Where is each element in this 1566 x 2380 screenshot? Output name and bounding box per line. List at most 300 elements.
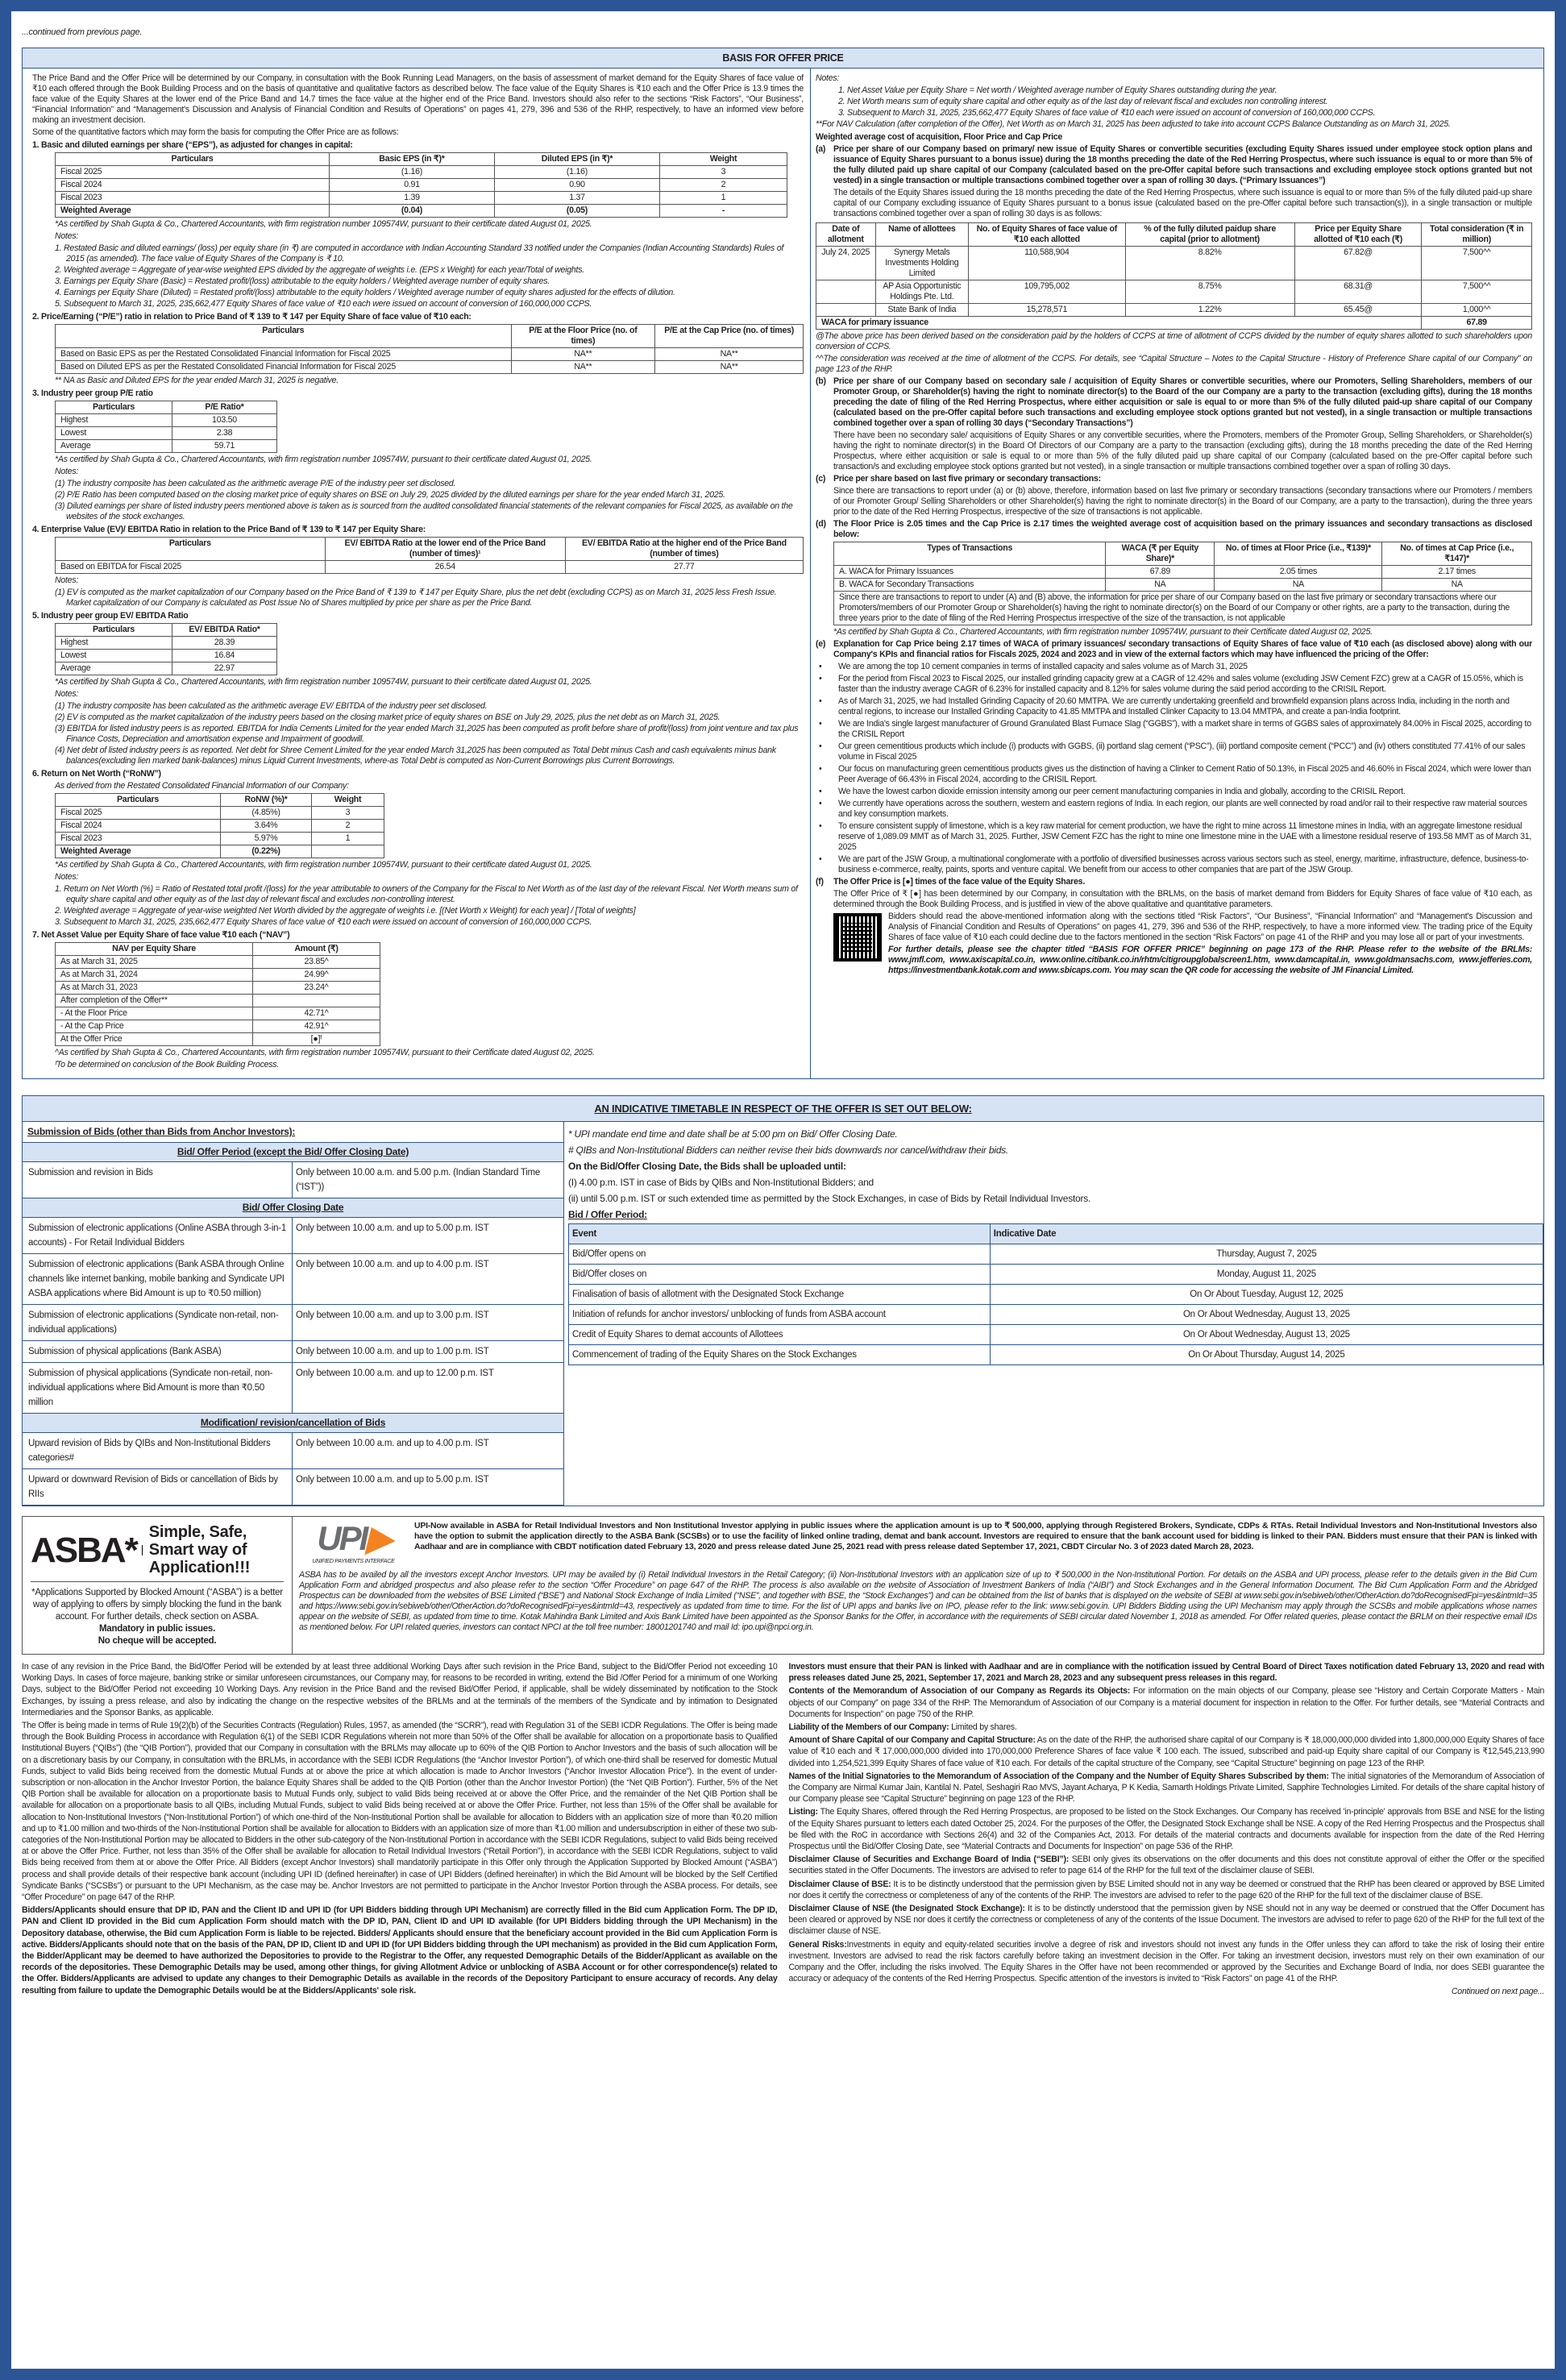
table-row [56, 650, 277, 662]
timing-section-heading: Bid/ Offer Closing Date [23, 1198, 563, 1218]
notes-label: Notes: [55, 467, 79, 476]
table-row [569, 1325, 1543, 1345]
table-cell: 22.97 [172, 662, 277, 675]
column-header: Basic EPS (in ₹)* [330, 153, 495, 166]
paragraph-text: For information on the main objects of our Company, please see “History and Certain Corporate Matters - Main objects of our Company” on page 334 of the RHP. The Memorandum of Association of our Company is a material document for inspection in relation to the Offer. For further details, see “Material Contracts and Documents for Inspection” on page 750 of the RHP. [788, 1686, 1544, 1719]
nav-footnote: ᶠTo be determined on conclusion of the Book Building Process. [55, 1060, 280, 1070]
paragraph [789, 1771, 1545, 1805]
paragraph [22, 1904, 778, 1996]
paragraph [789, 1685, 1545, 1720]
table-cell: 7,500^^ [1422, 280, 1532, 304]
list-item: 3. Subsequent to March 31, 2025, 235,662,477 Equity Shares of face value of ₹10 each were issued on account of conversion of 160,000,000 CCPS. [55, 917, 592, 927]
table-header-row [56, 401, 277, 414]
bid-submission-timings [23, 1122, 564, 1506]
table-row [569, 1285, 1543, 1305]
table-cell: - At the Floor Price [56, 1007, 253, 1020]
table-note-row [834, 592, 1532, 625]
table-cell: - At the Cap Price [56, 1020, 253, 1033]
table-row [56, 662, 277, 675]
table-cell: Bid/Offer opens on [569, 1244, 991, 1265]
table-row [56, 440, 277, 453]
table-row [56, 969, 380, 982]
table-cell: Fiscal 2023 [56, 833, 221, 845]
cert-note: *As certified by Shah Gupta & Co., Chartered Accountants, with firm registration number 109574W, pursuant to their certificate dated August 01, 2025. [55, 219, 592, 229]
table-cell: Fiscal 2025 [56, 166, 330, 179]
continued-from-note: ...continued from previous page. [22, 27, 143, 37]
upi-details-text: ASBA has to be availed by all the investors except Anchor Investors. UPI may be availed by (i) Retail Individual Investors in the Retail Category; (ii) Non-Institutional Investors with an application size of up to ₹ 500,000 in the Non-Institutional Portion. For details on the ASBA and UPI process, please refer to the details given in the Bid Cum Application Form and abridged prospectus and also please refer to the section “Offer Procedure” on page 647 of the RHP. The process is also available on the website of Association of Investment Bankers of India (“AIBI”) and Stock Exchanges and in the General Information Document. The Bid Cum Application Form and the Abridged Prospectus can be downloaded from the websites of BSE Limited (“BSE”) and National Stock Exchange of India Limited (“NSE”, and together with BSE, the “Stock Exchanges”) and can be obtained from the list of banks that is displayed on the website of SEBI at www.sebi.gov.in/sebiweb/other/OtherAction.do?doRecognisedFpi=yes&intmId=35 and https://www.sebi.gov.in/sebiweb/other/OtherAction.do?doRecognisedFpi=yes&intmId=43, respectively as updated from time to time. For the list of UPI apps and banks live on IPO, please refer to the link: www.sebi.gov.in. UPI Bidders Bidding using the UPI Mechanism may apply through the SCSBs and mobile applications whose names appear on the website of SEBI, as updated from time to time. Kotak Mahindra Bank Limited and Axis Bank Limited have been appointed as the Sponsor Banks for the Offer, in accordance with the requirements of SEBI circular dated November 1, 2018 as amended. For Offer related queries, please contact the BRLM on their respective email IDs as mentioned below. For UPI related queries, investors can contact NPCI at the toll free number: 18001201740 and mail Id: ipo.upi@npci.org.in. [299, 1570, 1537, 1632]
column-header: P/E at the Floor Price (no. of times) [511, 325, 655, 348]
table-row [56, 414, 277, 427]
primary-fn2: ^^The consideration was received at the time of allotment of the CCPS. For details, see “Capital Structure – Notes to the Capital Structure - History of Preference Share capital of our Company” on page 123 of the RHP. [816, 354, 1532, 374]
column-header: Types of Transactions [834, 542, 1106, 566]
offer-details-right [789, 1661, 1545, 1984]
item-key: (d) [816, 519, 826, 529]
timing-row [23, 1469, 563, 1506]
list-item: • We are among the top 10 cement companies in terms of installed capacity and sales volume as of March 31, 2025 [838, 662, 1532, 672]
table-cell: 67.89 [1106, 566, 1215, 579]
upi-availability-text: UPI-Now available in ASBA for Retail Individual Investors and Non Institutional Investor applying in public issues where the application amount is up to ₹ 500,000, applying through Registered Brokers, Syndicate, CDPs & RTAs. Retail Individual Investors and Non-Institutional Investors also have the option to submit the application directly to the ASBA Bank (SCSBs) or to use the facility of linked online trading, demat and bank account. Investors are required to ensure that the bank account used for bidding is linked to their PAN. Bidders must ensure that their PAN is linked with Aadhaar and are in compliance with CBDT notification dated February 13, 2020 and press release dated June 25, 2021 read with press release dated September 17, 2021, CBDT Circular No. 3 of 2023 dated March 28, 2023. [414, 1521, 1537, 1551]
peer-pe-notes [32, 479, 804, 522]
paragraph-lead: Liability of the Members of our Company: [788, 1722, 949, 1733]
table-cell: Fiscal 2025 [56, 807, 221, 820]
table-cell: On Or About Wednesday, August 13, 2025 [990, 1325, 1543, 1345]
notes-label: Notes: [55, 575, 79, 585]
table-cell: Finalisation of basis of allotment with the Designated Stock Exchange [569, 1285, 991, 1305]
timetable-right [564, 1122, 1543, 1506]
offer-price-text: The Offer Price of ₹ [●] has been determined by our Company, in consultation with the BRLMs, on the basis of market demand from Bidders for Equity Shares of face value of ₹10 each, as determined through the Book Building Process, and is justified in view of the above qualitative and quantitative parameters. [833, 889, 1532, 909]
table-row [569, 1345, 1543, 1365]
list-item: • Our focus on manufacturing green cementitious products gives us the distinction of having a Clinker to Cement Ratio of 50.13%, in Fiscal 2025 and 46.60% in Fiscal 2024, which were lower than Peer Average of 66.43% in Fiscal 2024, according to the CRISIL Report. [838, 764, 1532, 785]
list-item: • We are India's single largest manufacturer of Ground Granulated Blast Furnace Slag (“GGBS”), with a market share in terms of GGBS sales of approximately 84.00% in Fiscal 2025, according to the CRISIL Report [838, 719, 1532, 740]
paragraph-lead: General Risks: [788, 1939, 847, 1950]
table-cell: 23.24^ [253, 982, 380, 995]
table-row [56, 427, 277, 440]
paragraph-text: Limited by shares. [949, 1722, 1017, 1733]
table-row [56, 1020, 380, 1033]
further-details-text: For further details, please see the chapter titled “BASIS FOR OFFER PRICE” beginning on page 173 of the RHP. Please refer to the website of the BRLMs: www.jmfl.com, www.axiscapital.co.in, www.online.citibank.co.in/rhtm/citigroupglobalscreen1.htm, www.damcapital.in, www.goldmansachs.com, www.jefferies.com, https://investmentbank.kotak.com and www.sbicaps.com. You may scan the QR code for accessing the website of JM Financial Limited. [888, 945, 1532, 975]
bid-period-heading: Bid / Offer Period: [568, 1209, 647, 1220]
timing-window: Only between 10.00 a.m. and up to 5.00 p.m. IST [296, 1223, 489, 1233]
paragraph-text: Investments in equity and equity-related securities involve a degree of risk and investors should not invest any funds in the Offer unless they can afford to take the risk of losing their entire investment. Investors are advised to read the risk factors carefully before taking an investment decision in the Offer. For taking an investment decision, investors must rely on their own examination of our Company and the Offer, including the risks involved. The Equity Shares in the Offer have not been recommended or approved by the Securities and Exchange Board of India, nor does SEBI guarantee the accuracy or adequacy of the contents of the Red Herring Prospectus. Specific attention of the investors is invited to “Risk Factors” on page 41 of the RHP. [788, 1939, 1544, 1984]
column-header: Amount (₹) [253, 943, 380, 956]
table-row [56, 995, 380, 1007]
table-row [56, 361, 804, 374]
column-header: Name of allottees [875, 223, 969, 247]
table-cell: (0.04) [330, 205, 495, 218]
table-cell: 1 [660, 192, 787, 205]
table-row [56, 561, 804, 574]
item-key: (e) [816, 639, 826, 649]
notes-label: Notes: [55, 872, 79, 882]
column-header: Particulars [56, 794, 221, 807]
timing-activity: Submission and revision in Bids [23, 1162, 293, 1198]
list-item: • For the period from Fiscal 2023 to Fiscal 2025, our installed grinding capacity grew at a CAGR of 12.42% and sales volume (excluding JSW Cement FZC) grew at a CAGR of 15.05%, which is faster than the industry average CAGR of 6.23% for installed capacity and 8.12% for sales volume during the said period according to the CRISIL Report. [838, 674, 1532, 695]
intro-paragraph: The Price Band and the Offer Price will be determined by our Company, in consultation with the Book Running Lead Managers, on the basis of assessment of market demand for the Equity Shares of face value of ₹10 each offered through the Book Building Process and on the basis of quantitative and qualitative factors as described below. The face value of the Equity Shares is ₹10 each and the Offer Price is 13.9 times the face value of the Equity Shares at the lower end of the Price Band and 14.7 times the face value at the higher end of the Price Band. Investors should also refer to the sections “Risk Factors”, “Our Business”, “Financial Information” and “Management's Discussion and Analysis of Financial Condition and Results of Operations” on pages 41, 279, 396 and 536 of the RHP, respectively, to have an informed view before making an investment decision. [32, 73, 804, 125]
table-cell: Weighted Average [56, 205, 330, 218]
table-cell: 65.45@ [1294, 304, 1422, 317]
table-row [56, 807, 384, 820]
nav-footnote: ^As certified by Shah Gupta & Co., Chartered Accountants, with firm registration number 109574W, pursuant to their Certificate dated August 02, 2025. [55, 1048, 595, 1057]
paragraph-text: It is to be distinctly understood that the permission given by BSE Limited should not in any way be deemed or construed that the RHP has been cleared or approved by BSE Limited nor does it certify the correctness or completeness of any of the contents of the RHP. The investors are advised to refer to the page 620 of the RHP for the full text of the disclaimer clause of BSE. [788, 1879, 1544, 1900]
paragraph-lead: Names of the Initial Signatories to the Memorandum of Association of the Company and the Number of Equity Shares Subscribed by them: [788, 1771, 1329, 1781]
list-item: • We have the lowest carbon dioxide emission intensity among our peer cement manufacturing companies in India and globally, according to the CRISIL Report. [838, 787, 1532, 797]
asba-description: *Applications Supported by Blocked Amount (“ASBA”) is a better way of applying to offers by simply blocking the fund in the bank account. For further details, check section on ASBA. [31, 1588, 283, 1622]
timing-section-heading: Modification/ revision/cancellation of Bids [23, 1414, 563, 1433]
table-cell: (1.16) [495, 166, 660, 179]
notes-label: Notes: [55, 231, 79, 241]
table-cell: (4.85%) [221, 807, 312, 820]
table-cell: 3 [312, 807, 384, 820]
paragraph-lead: Disclaimer Clause of Securities and Exchange Board of India (“SEBI”): [788, 1855, 1070, 1865]
eps-heading: 1. Basic and diluted earnings per share (“EPS”), as adjusted for changes in capital: [32, 140, 353, 150]
timing-section-heading: Bid/ Offer Period (except the Bid/ Offer Closing Date) [23, 1143, 563, 1162]
cert-note: *As certified by Shah Gupta & Co., Chartered Accountants, with firm registration number 109574W, pursuant to their certificate dated August 01, 2025. [55, 455, 592, 464]
table-header-row [834, 542, 1532, 566]
primary-issuance-table [816, 222, 1532, 330]
qr-code-icon[interactable] [833, 913, 882, 962]
list-item: (4) Net debt of listed industry peers is as reported. Net debt for Shree Cement Limited for the year ended March 31,2025 has been computed as Total Debt minus Cash and cash equivalents minus bank balances(excluding lien marked bank-balances) minus Liquid Current Investments, where-as Total Debt is computed as Non-Current Borrowings plus Current Borrowings. [55, 746, 776, 766]
timing-window: Only between 10.00 a.m. and 5.00 p.m. (Indian Standard Time (“IST”)) [296, 1168, 540, 1192]
list-item: 2. Weighted average = Aggregate of year-wise weighted EPS divided by the aggregate of weights i.e. (EPS x Weight) for each year/Total of weights. [55, 265, 584, 275]
offer-details-left [22, 1661, 778, 1998]
paragraph [789, 1879, 1545, 1901]
peer-ev-ebitda-table [55, 623, 277, 675]
list-item: • To ensure consistent supply of limestone, which is a key raw material for cement production, we have the right to mine across 11 limestone mines in India, with an aggregate limestone residual reserve of 1,089.09 MMT as of March 31, 2025. Further, JSW Cement FZC has the right to mine one limestone mine in the UAE with a limestone residual reserve of 193.58 MMT as of March 31, 2025 [838, 821, 1532, 853]
table-cell: Commencement of trading of the Equity Shares on the Stock Exchanges [569, 1345, 991, 1365]
item-key: (a) [816, 144, 826, 154]
timing-activity: Submission of electronic applications (Online ASBA through 3-in-1 accounts) - For Retail Individual Bidders [23, 1218, 293, 1253]
column-header: Weight [660, 153, 787, 166]
table-cell: After completion of the Offer** [56, 995, 253, 1007]
primary-issuance-text: The details of the Equity Shares issued during the 18 months preceding the date of the Red Herring Prospectus, where such issuance is equal to or more than 5% of the fully diluted paid-up share capital of our Company excluding issuance of Equity Shares pursuant to a bonus issue (calculated based on the pre-Offer capital before such transaction(s)), in a single transaction or multiple transactions combined together over a span of rolling 30 days is as follows: [833, 188, 1532, 218]
eps-table [55, 152, 787, 218]
table-cell: Bid/Offer closes on [569, 1265, 991, 1285]
column-header: Diluted EPS (in ₹)* [495, 153, 660, 166]
list-item: 3. Subsequent to March 31, 2025, 235,662,477 Equity Shares of face value of ₹10 each were issued on account of conversion of 160,000,000 CCPS. [838, 108, 1376, 118]
floor-cap-heading: The Floor Price is 2.05 times and the Cap Price is 2.17 times the weighted average cost of acquisition based on the primary issuances and secondary transactions as disclosed below: [833, 519, 1532, 539]
table-row [816, 304, 1532, 317]
table-cell: Weighted Average [56, 845, 221, 858]
table-header-row [56, 325, 804, 348]
table-row [56, 637, 277, 650]
table-cell: 68.31@ [1294, 280, 1422, 304]
table-cell: A. WACA for Primary Issuances [834, 566, 1106, 579]
explanation-heading: Explanation for Cap Price being 2.17 times of WACA of primary issuances/ secondary transactions of Equity Shares of face value of ₹10 each (as disclosed above) along with our Company's KPIs and financial ratios for Fiscals 2025, 2024 and 2023 and in view of the external factors which may have influenced the pricing of the Offer: [833, 639, 1532, 659]
paragraph-lead: Amount of Share Capital of our Company and Capital Structure: [788, 1735, 1036, 1746]
table-header-row [56, 794, 384, 807]
list-item: (3) EBITDA for listed industry peers is as reported. EBITDA for India Cements Limited for the year ended March 31,2025 has been computed as profit before share of profit/(loss) from joint venture and tax plus Finance Costs, Depreciation and amortisation expense and Impairment of goodwill. [55, 724, 799, 744]
ronw-table [55, 793, 384, 858]
table-cell: - [660, 205, 787, 218]
timing-activity: Submission of physical applications (Bank ASBA) [23, 1341, 293, 1362]
pe-footnote: ** NA as Basic and Diluted EPS for the year ended March 31, 2025 is negative. [55, 376, 339, 385]
table-cell: Based on Basic EPS as per the Restated Consolidated Financial Information for Fiscal 2025 [56, 348, 512, 361]
list-item: (1) The industry composite has been calculated as the arithmetic average EV/ EBITDA of the industry peer set disclosed. [55, 701, 488, 711]
table-row [834, 566, 1532, 579]
table-cell [816, 304, 876, 317]
timing-row [23, 1305, 563, 1341]
upi-logo: UPI▶ UNIFIED PAYMENTS INTERFACE [299, 1521, 408, 1567]
table-cell: (0.22%) [221, 845, 312, 858]
timing-activity: Upward or downward Revision of Bids or cancellation of Bids by RIIs [23, 1469, 293, 1505]
table-cell: 103.50 [172, 414, 277, 427]
asba-slogan: Simple, Safe, Smart way of Application!!! [148, 1523, 251, 1576]
paragraph [789, 1661, 1545, 1684]
nav-notes [816, 85, 1532, 118]
table-cell: 1,000^^ [1422, 304, 1532, 317]
indicative-timetable-section [22, 1095, 1544, 1506]
section-title: BASIS FOR OFFER PRICE [23, 48, 1543, 69]
table-cell: 2 [660, 179, 787, 192]
timing-activity: Submission of physical applications (Syndicate non-retail, non-individual applications where Bid Amount is more than ₹0.50 million [23, 1363, 293, 1413]
asba-upi-box [22, 1516, 1544, 1655]
list-item: 1. Net Asset Value per Equity Share = Net worth / Weighted average number of Equity Shares outstanding during the year. [838, 85, 1277, 95]
table-row [56, 348, 804, 361]
table-cell: Synergy Metals Investments Holding Limited [875, 247, 969, 280]
total-value: 67.89 [1422, 317, 1532, 330]
cert-note: *As certified by Shah Gupta & Co., Chartered Accountants, with firm registration number 109574W, pursuant to their certificate dated August 01, 2025. [55, 677, 592, 687]
ronw-subtitle: As derived from the Restated Consolidated Financial Information of our Company: [55, 781, 349, 791]
table-row [56, 956, 380, 969]
pe-table [55, 324, 804, 374]
table-row [834, 579, 1532, 592]
basis-for-offer-price-section [22, 48, 1544, 1079]
last-five-text: Since there are transactions to report under (a) or (b) above, therefore, information based on last five primary or secondary transactions (secondary transactions where our Promoters / members of our Promoter Group/ Selling Shareholders or other Shareholder(s) having the right to nominate director(s) in the Board of our Company, are a party to the transaction), during the three years prior to the date of the Red Herring Prospectus, irrespective of the size of transactions is not applicable. [833, 486, 1532, 517]
table-cell: 2.17 times [1382, 566, 1532, 579]
offer-details-columns [22, 1661, 1544, 1998]
table-cell: 15,278,571 [969, 304, 1125, 317]
table-cell: 42.91^ [253, 1020, 380, 1033]
nav-note: **For NAV Calculation (after completion of the Offer), Net Worth as on March 31, 2025 has been adjusted to take into account CCPS Balance Outstanding as on March 31, 2025. [816, 119, 1451, 129]
notes-label: Notes: [55, 689, 79, 699]
table-cell: NA** [655, 348, 804, 361]
table-cell: Monday, August 11, 2025 [990, 1265, 1543, 1285]
upi-mandate-note: * UPI mandate end time and date shall be at 5:00 pm on Bid/ Offer Closing Date. [568, 1128, 898, 1140]
cert-note: *As certified by Shah Gupta & Co., Chartered Accountants, with firm registration number 109574W, pursuant to their certificate dated August 01, 2025. [55, 860, 592, 870]
table-cell: [●]ᶠ [253, 1033, 380, 1046]
column-header: P/E Ratio* [172, 401, 277, 414]
list-item: 2. Net Worth means sum of equity share capital and other equity as of the last day of relevant fiscal and excludes non controlling interest. [838, 97, 1328, 106]
timing-activity: Submission of electronic applications (Bank ASBA through Online channels like internet banking, mobile banking and Syndicate UPI ASBA applications where Bid Amount is up to ₹0.50 million) [23, 1254, 293, 1304]
ev-ebitda-table [55, 537, 804, 574]
paragraph-text: SEBI only gives its observations on the offer documents and this does not constitute approval of either the Offer or the specified securities stated in the Offer Documents. The investors are advised to refer to page 614 of the RHP for the full text of the disclaimer clause of SEBI. [788, 1855, 1544, 1876]
waca-heading: Weighted average cost of acquisition, Floor Price and Cap Price [816, 132, 1063, 142]
table-cell: State Bank of India [875, 304, 969, 317]
table-cell: On Or About Wednesday, August 13, 2025 [990, 1305, 1543, 1325]
table-cell: (0.05) [495, 205, 660, 218]
timing-row [23, 1433, 563, 1469]
table-cell: Highest [56, 637, 172, 650]
table-cell: 1 [312, 833, 384, 845]
paragraph-lead: Investors must ensure that their PAN is linked with Aadhaar and are in compliance with the notification issued by Central Board of Direct Taxes notification dated February 13, 2020 and read with press releases dated June 25, 2021, September 17, 2021 and March 28, 2023 and any subsequent press releases in this regard. [788, 1662, 1544, 1684]
table-cell: (1.16) [330, 166, 495, 179]
table-cell: 67.82@ [1294, 247, 1422, 280]
offer-price-heading: The Offer Price is [●] times of the face value of the Equity Shares. [833, 877, 1086, 887]
table-cell: 109,795,002 [969, 280, 1125, 304]
paragraph-lead: Disclaimer Clause of BSE: [788, 1879, 891, 1889]
table-row [56, 205, 787, 218]
paragraph-text: It is to be distinctly understood that the permission given by NSE should not in any way be deemed or construed that the Offer Document has been cleared or approved by NSE nor does it certify the correctness or completeness of any of the contents of the Issue Document. The investors are advised to refer to page 620 of the RHP for the full text of the disclaimer clause of NSE. [788, 1904, 1544, 1937]
table-cell: Thursday, August 7, 2025 [990, 1244, 1543, 1265]
column-header: EV/ EBITDA Ratio at the higher end of the Price Band (number of times) [565, 538, 803, 561]
timing-row [23, 1162, 563, 1198]
column-header: RoNW (%)* [221, 794, 312, 807]
column-header: P/E at the Cap Price (no. of times) [655, 325, 804, 348]
paragraph [789, 1806, 1545, 1852]
table-row [56, 179, 787, 192]
table-cell: NA [1106, 579, 1215, 592]
timing-activity: Upward revision of Bids by QIBs and Non-Institutional Bidders categories# [23, 1433, 293, 1468]
primary-fn1: @The above price has been derived based on the consideration paid by the holders of CCPS at time of allotment of CCPS divided by the number of equity shares allotted to such shareholders upon conversion of CCPS. [816, 331, 1532, 351]
ronw-notes [32, 884, 804, 928]
table-cell [816, 280, 876, 304]
table-cell: 3 [660, 166, 787, 179]
table-header-row [56, 153, 787, 166]
table-cell: 2.05 times [1215, 566, 1382, 579]
list-item: • We currently have operations across the southern, western and eastern regions of India. In each region, our plants are well connected by road and/or rail to their respective raw material sources and key consumption markets. [838, 799, 1532, 820]
list-item: • As of March 31, 2025, we had Installed Grinding Capacity of 20.60 MMTPA. We are currently undertaking greenfield and brownfield expansion plans across India, including in the north and central regions, to increase our Installed Grinding Capacity to 41.85 MMTPA and Installed Clinker Capacity to 13.04 MMTPA, and create a pan-India footprint. [838, 696, 1532, 717]
table-row [816, 247, 1532, 280]
table-header-row [56, 538, 804, 561]
table-cell: 5.97% [221, 833, 312, 845]
table-cell: B. WACA for Secondary Transactions [834, 579, 1106, 592]
item-key: (f) [816, 877, 824, 887]
table-row [56, 833, 384, 845]
table-row [569, 1265, 1543, 1285]
table-cell: At the Offer Price [56, 1033, 253, 1046]
paragraph [789, 1734, 1545, 1769]
table-cell: As at March 31, 2024 [56, 969, 253, 982]
table-cell: Average [56, 662, 172, 675]
table-cell: 2.38 [172, 427, 277, 440]
list-item: 2. Weighted average = Aggregate of year-wise weighted Net Worth divided by the aggregate of weights i.e. [(Net Worth x Weight) for each year] / [Total of weights] [55, 906, 636, 916]
paragraph [789, 1722, 1545, 1733]
peer-ev-ebitda-notes [32, 701, 804, 766]
last-five-heading: Price per share based on last five primary or secondary transactions: [833, 474, 1101, 484]
table-cell: On Or About Tuesday, August 12, 2025 [990, 1285, 1543, 1305]
table-cell: 8.82% [1125, 247, 1294, 280]
table-cell: AP Asia Opportunistic Holdings Pte. Ltd. [875, 280, 969, 304]
paragraph-lead: Bidders/Applicants should ensure that DP ID, PAN and the Client ID and UPI ID (for UPI Bidders bidding through UPI Mechanism) are correctly filled in the Bid cum Application Form. The DP ID, PAN and Client ID provided in the Bid cum Application Form should match with the DP ID, PAN, Client ID and UPI ID available (for UPI Bidders bidding through the UPI Mechanism) in the Depository database, otherwise, the Bid cum Application Form is liable to be rejected. Bidders/ Applicants should ensure that the beneficiary account provided in the Bid cum Application Form is active. Bidders/Applicants should note that on the basis of the PAN, DP ID, Client ID and UPI ID (for UPI Bidders bidding through the UPI mechanism) as provided in the Bid cum Application Form, the Bidder/Applicant may be deemed to have authorized the Depositories to provide to the Registrar to the Offer, any requested Demographic Details of the Bidder/Applicant as available on the records of the depositories. These Demographic Details may be used, among other things, for giving Allotment Advice or unblocking of ASBA Account or for other correspondence(s) related to the Offer. Bidders/Applicants are advised to update any changes to their Demographic Details as available in the records of the Depository Participant to ensure accuracy of records. Any delay resulting from failure to update the Demographic Details would be at the Bidders/Applicants' sole risk. [22, 1905, 778, 1996]
table-row [56, 166, 787, 179]
total-label: WACA for primary issuance [816, 317, 1422, 330]
paragraph [789, 1939, 1545, 1985]
waca-table [833, 542, 1532, 625]
timing-window: Only between 10.00 a.m. and up to 12.00 p.m. IST [296, 1369, 494, 1378]
basis-left-column [23, 69, 811, 1078]
ev-ebitda-notes [32, 588, 804, 608]
column-header: NAV per Equity Share [56, 943, 253, 956]
table-cell: 28.39 [172, 637, 277, 650]
paragraph [22, 1661, 778, 1718]
table-note: Since there are transactions to report to under (A) and (B) above, the information for price per share of our Company based on the last five primary or secondary transactions where our Promoters/members of our Promoter Group or Shareholder(s) having the right to nominate director(s) on the Board of our Company or other rights, are a party to the transaction, during the three years prior to the date of filing of the Red Herring Prospectus irrespective of the size of the transaction, is not applicable [834, 592, 1532, 625]
nav-table [55, 942, 380, 1046]
upi-logo-text: UPI [317, 1519, 367, 1557]
paragraph-lead: Contents of the Memorandum of Association of our Company as Regards its Objects: [788, 1686, 1131, 1697]
table-row [816, 280, 1532, 304]
table-cell: As at March 31, 2025 [56, 956, 253, 969]
nav-heading: 7. Net Asset Value per Equity Share of face value ₹10 each (“NAV”) [32, 930, 290, 940]
table-cell: NA [1215, 579, 1382, 592]
column-header: No. of times at Floor Price (i.e., ₹139)* [1215, 542, 1382, 566]
newspaper-page [11, 11, 1555, 2369]
table-row [56, 845, 384, 858]
list-item: • Our green cementitious products which include (i) products with GGBS, (ii) portland slag cement (“PSC”), (iii) portland composite cement (“PCC”) and (iv) others constituted 77.41% of our sales volume in Fiscal 2025 [838, 741, 1532, 762]
table-cell: 27.77 [565, 561, 803, 574]
table-cell: 26.54 [325, 561, 565, 574]
eps-notes [32, 243, 804, 309]
ev-ebitda-heading: 4. Enterprise Value (EV)/ EBITDA Ratio in relation to the Price Band of ₹ 139 to ₹ 147 per Equity Share: [32, 525, 426, 534]
table-cell: Fiscal 2024 [56, 179, 330, 192]
table-cell: 0.91 [330, 179, 495, 192]
table-cell: 1.22% [1125, 304, 1294, 317]
column-header: % of the fully diluted paidup share capital (prior to allotment) [1125, 223, 1294, 247]
paragraph-lead: Listing: [788, 1807, 818, 1817]
paragraph-text: In case of any revision in the Price Band, the Bid/Offer Period will be extended by at least three additional Working Days after such revision in the Price Band, subject to the Bid/Offer Period not exceeding 10 Working Days. In cases of force majeure, banking strike or similar unforeseen circumstances, our Company may, for reasons to be recorded in writing, extend the Bid /Offer Period for a minimum of one Working Days, subject to the Bid/Offer Period not exceeding 10 Working Days. Any revision in the Price Band and the revised Bid/Offer Period, if applicable, shall be widely disseminated by notification to the Stock Exchanges, by issuing a press release, and also by indicating the change on the respective websites of the BRLMs and at the terminals of the members of the Syndicate and by intimation to Designated Intermediaries and the Sponsor Banks, as applicable. [22, 1662, 778, 1718]
peer-ev-ebitda-heading: 5. Industry peer group EV/ EBITDA Ratio [32, 611, 189, 621]
table-row [56, 1033, 380, 1046]
table-cell: On Or About Thursday, August 14, 2025 [990, 1345, 1543, 1365]
timetable-title: AN INDICATIVE TIMETABLE IN RESPECT OF THE OFFER IS SET OUT BELOW: [594, 1103, 972, 1115]
paragraph [789, 1854, 1545, 1876]
paragraph-text: The initial signatories of the Memorandum of Association of the Company are Nirmal Kumar Jain, Kantilal N. Patel, Seshagiri Rao MVS, Jayant Acharya, P K Kedia, Samarth Holdings Private Limited, Sapphire Technologies Limited. For details of the share capital history of our Company please see “Capital Structure” beginning on page 123 of the RHP. [788, 1771, 1544, 1805]
table-row [56, 192, 787, 205]
table-cell: NA** [511, 348, 655, 361]
list-item: (1) EV is computed as the market capitalization of our Company based on the Price Band of ₹ 139 to ₹ 147 per Equity Share, plus the net debt (excluding CCPS) as on March 31, 2025 less Fresh Issue. Market capitalization of our Company is calculated as Post Issue No of Shares multiplied by price per share as per the Price Band. [55, 588, 777, 608]
table-header-row [569, 1224, 1543, 1244]
table-cell: Lowest [56, 427, 172, 440]
timing-sections [23, 1143, 563, 1506]
list-item: 1. Restated Basic and diluted earnings/ (loss) per equity share (in ₹) are computed in accordance with Indian Accounting Standard 33 notified under the Companies (Indian Accounting Standards) Rules of 2015 (as amended). The face value of Equity Shares of the Company is ₹ 10. [55, 243, 784, 264]
timing-window: Only between 10.00 a.m. and up to 4.00 p.m. IST [296, 1260, 489, 1269]
table-row [569, 1244, 1543, 1265]
list-item: 5. Subsequent to March 31, 2025, 235,662,477 Equity Shares of face value of ₹10 each were issued on account of conversion of 160,000,000 CCPS. [55, 299, 592, 309]
table-cell: 110,588,904 [969, 247, 1125, 280]
timing-window: Only between 10.00 a.m. and up to 5.00 p.m. IST [296, 1475, 489, 1485]
table-cell: 24.99^ [253, 969, 380, 982]
table-cell: Initiation of refunds for anchor investors/ unblocking of funds from ASBA account [569, 1305, 991, 1325]
closing-date-heading: On the Bid/Offer Closing Date, the Bids shall be uploaded until: [568, 1161, 846, 1172]
list-item: (3) Diluted earnings per share of listed industry peers mentioned above is taken as is sourced from the audited consolidated financial statements of the relevant companies for Fiscal 2025, as available on the websites of the stock exchanges. [55, 501, 793, 521]
list-item: 3. Earnings per Equity Share (Basic) = Restated profit/(loss) attributable to the equity holders / Weighted average number of equity shares. [55, 276, 550, 286]
timing-activity: Submission of electronic applications (Syndicate non-retail, non-individual applications) [23, 1305, 293, 1340]
item-key: (c) [816, 474, 826, 484]
column-header: EV/ EBITDA Ratio at the lower end of the Price Band (number of times)¹ [325, 538, 565, 561]
timing-window: Only between 10.00 a.m. and up to 3.00 p.m. IST [296, 1310, 489, 1320]
asba-mandatory: Mandatory in public issues. [98, 1624, 216, 1634]
paragraph-text: As on the date of the RHP, the authorised share capital of our Company is ₹ 18,000,000,000 divided into 1,800,000,000 Equity Shares of face value of ₹10 each and ₹ 17,000,000,000 divided into 170,000,000 Preference Shares of face value ₹ 100 each. The issued, subscribed and paid-up Equity share capital of our Company is ₹12,545,213,990 divided into 1,254,521,399 Equity Shares of face value of ₹10 each. For details of the capital structure of the Company, see “Capital Structure” beginning on page 123 of the RHP. [788, 1735, 1544, 1768]
table-cell: NA** [511, 361, 655, 374]
table-cell: 2 [312, 820, 384, 833]
table-row [56, 982, 380, 995]
table-row [56, 820, 384, 833]
table-cell: Lowest [56, 650, 172, 662]
bidders-read-text: Bidders should read the above-mentioned information along with the sections titled “Risk Factors”, “Our Business”, “Financial Information” and “Management's Discussion and Analysis of Financial Condition and Results of Operations” on pages 41, 279, 396 and 536 of the RHP, respectively, to have a more informed view. The trading price of the Equity Shares of face value of ₹10 each could decline due to the factors mentioned in the section “Risk Factors” on page 41 of the RHP and you may lose all or part of your investments. [888, 912, 1532, 942]
paragraph-text: The Offer is being made in terms of Rule 19(2)(b) of the Securities Contracts (Regulation) Rules, 1957, as amended (the “SCRR”), read with Regulation 31 of the SEBI ICDR Regulations. The Offer is being made through the Book Building Process in accordance with Regulation 6(1) of the SEBI ICDR Regulations wherein not more than 50% of the Offer shall be available for allocation on a proportionate basis to Qualified Institutional Buyers (“QIBs”) (the “QIB Portion”), provided that our Company in consultation with the BRLMs may allocate up to 60% of the QIB Portion to Anchor Investors and the basis of such allocation will be on a discretionary basis by our Company, in consultation with the BRLMs, in accordance with the SEBI ICDR Regulations (the “Anchor Investor Portion”), of which one-third shall be reserved for domestic Mutual Funds, subject to valid Bids being received from the domestic Mutual Funds at or above the price at which allocation is made to Anchor Investors (“Anchor Investor Allocation Price”). In the event of under-subscription or non-allocation in the Anchor Investor Portion, the balance Equity Shares shall be added to the QIB Portion (other than the Anchor Investor Portion) (the “Net QIB Portion”). Further, 5% of the Net QIB Portion shall be available for allocation on a proportionate basis to Mutual Funds only, subject to valid Bids being received at or above the Offer Price, and the remainder of the Net QIB Portion shall be available for allocation on a proportionate basis to all QIBs, including Mutual Funds, subject to valid Bids being received at or above the Offer Price. Further, not less than 15% of the Offer shall be available for allocation to Non-Institutional Investors (“Non-Institutional Portion”) of which one-third of the Non-Institutional Portion shall be available for allocation to Bidders with an application size of more than ₹0.20 million and up to ₹1.00 million and two-thirds of the Non-Institutional Portion shall be available for allocation to Bidders with an application size of more than ₹1.00 million and undersubscription in either of these two sub-categories of the Non-Institutional Portion may be allocated to Bidders in the other sub-category of the Non-Institutional Portion in accordance with the SEBI ICDR Regulations, subject to valid Bids being received at or above the Offer Price. Further, not less than 35% of the Offer shall be available for allocation to Retail Individual Investors (“Retail Portion”), in accordance with the SEBI ICDR Regulations, subject to valid Bids being received from them at or above the Offer Price. All Bidders (except Anchor Investors) shall mandatorily participate in this Offer only through the Application Supported by Blocked Amount (“ASBA”) process and shall provide details of their respective bank account (including UPI ID (defined hereinafter) in case of UPI Bidders (defined hereinafter) in which the Bid Amount will be blocked by the Self Certified Syndicate Banks (“SCSBs”) or pursuant to the UPI Mechanism, as the case may be. Anchor Investors are not permitted to participate in the Anchor Investor Portion through the ASBA process. For details, see “Offer Procedure” on page 647 of the RHP. [22, 1721, 778, 1903]
pe-heading: 2. Price/Earning (“P/E”) ratio in relation to Price Band of ₹ 139 to ₹ 147 per Equity Share of face value of ₹10 each: [32, 312, 471, 322]
table-cell: Fiscal 2024 [56, 820, 221, 833]
upi-panel [293, 1517, 1543, 1654]
table-row [56, 1007, 380, 1020]
secondary-text: There have been no secondary sale/ acquisitions of Equity Shares or any convertible securities, where the Promoters, members of the Promoter Group, Selling Shareholders, or Shareholder(s) having the right to nominate director(s) in the Board Of Directors of our Company are a party to the transaction (excluding gifts), during the 18 months preceding the date of the Red Herring Prospectus, where either acquisition or sale is equal to or more than 5% of the fully diluted paid up share capital of our Company (calculated based on the pre-Offer capital before such transaction/s and excluding employee stock options granted but not vested), in a single transaction or multiple transactions combined together over a span of rolling 30 days. [833, 430, 1532, 471]
column-header: Particulars [56, 624, 172, 637]
list-item: (2) P/E Ratio has been computed based on the closing market price of equity shares on BSE on July 29, 2025 divided by the diluted earnings per share for the year ended March 31, 2025. [55, 490, 725, 500]
table-cell: 1.37 [495, 192, 660, 205]
table-cell: 23.85^ [253, 956, 380, 969]
submission-heading: Submission of Bids (other than Bids from Anchor Investors): [23, 1122, 563, 1143]
list-item: 4. Earnings per Equity Share (Diluted) = Restated profit/(loss) attributable to the equity holders / Weighted average number of equity shares adjusted for the effects of dilution. [55, 288, 675, 297]
timing-row [23, 1254, 563, 1305]
